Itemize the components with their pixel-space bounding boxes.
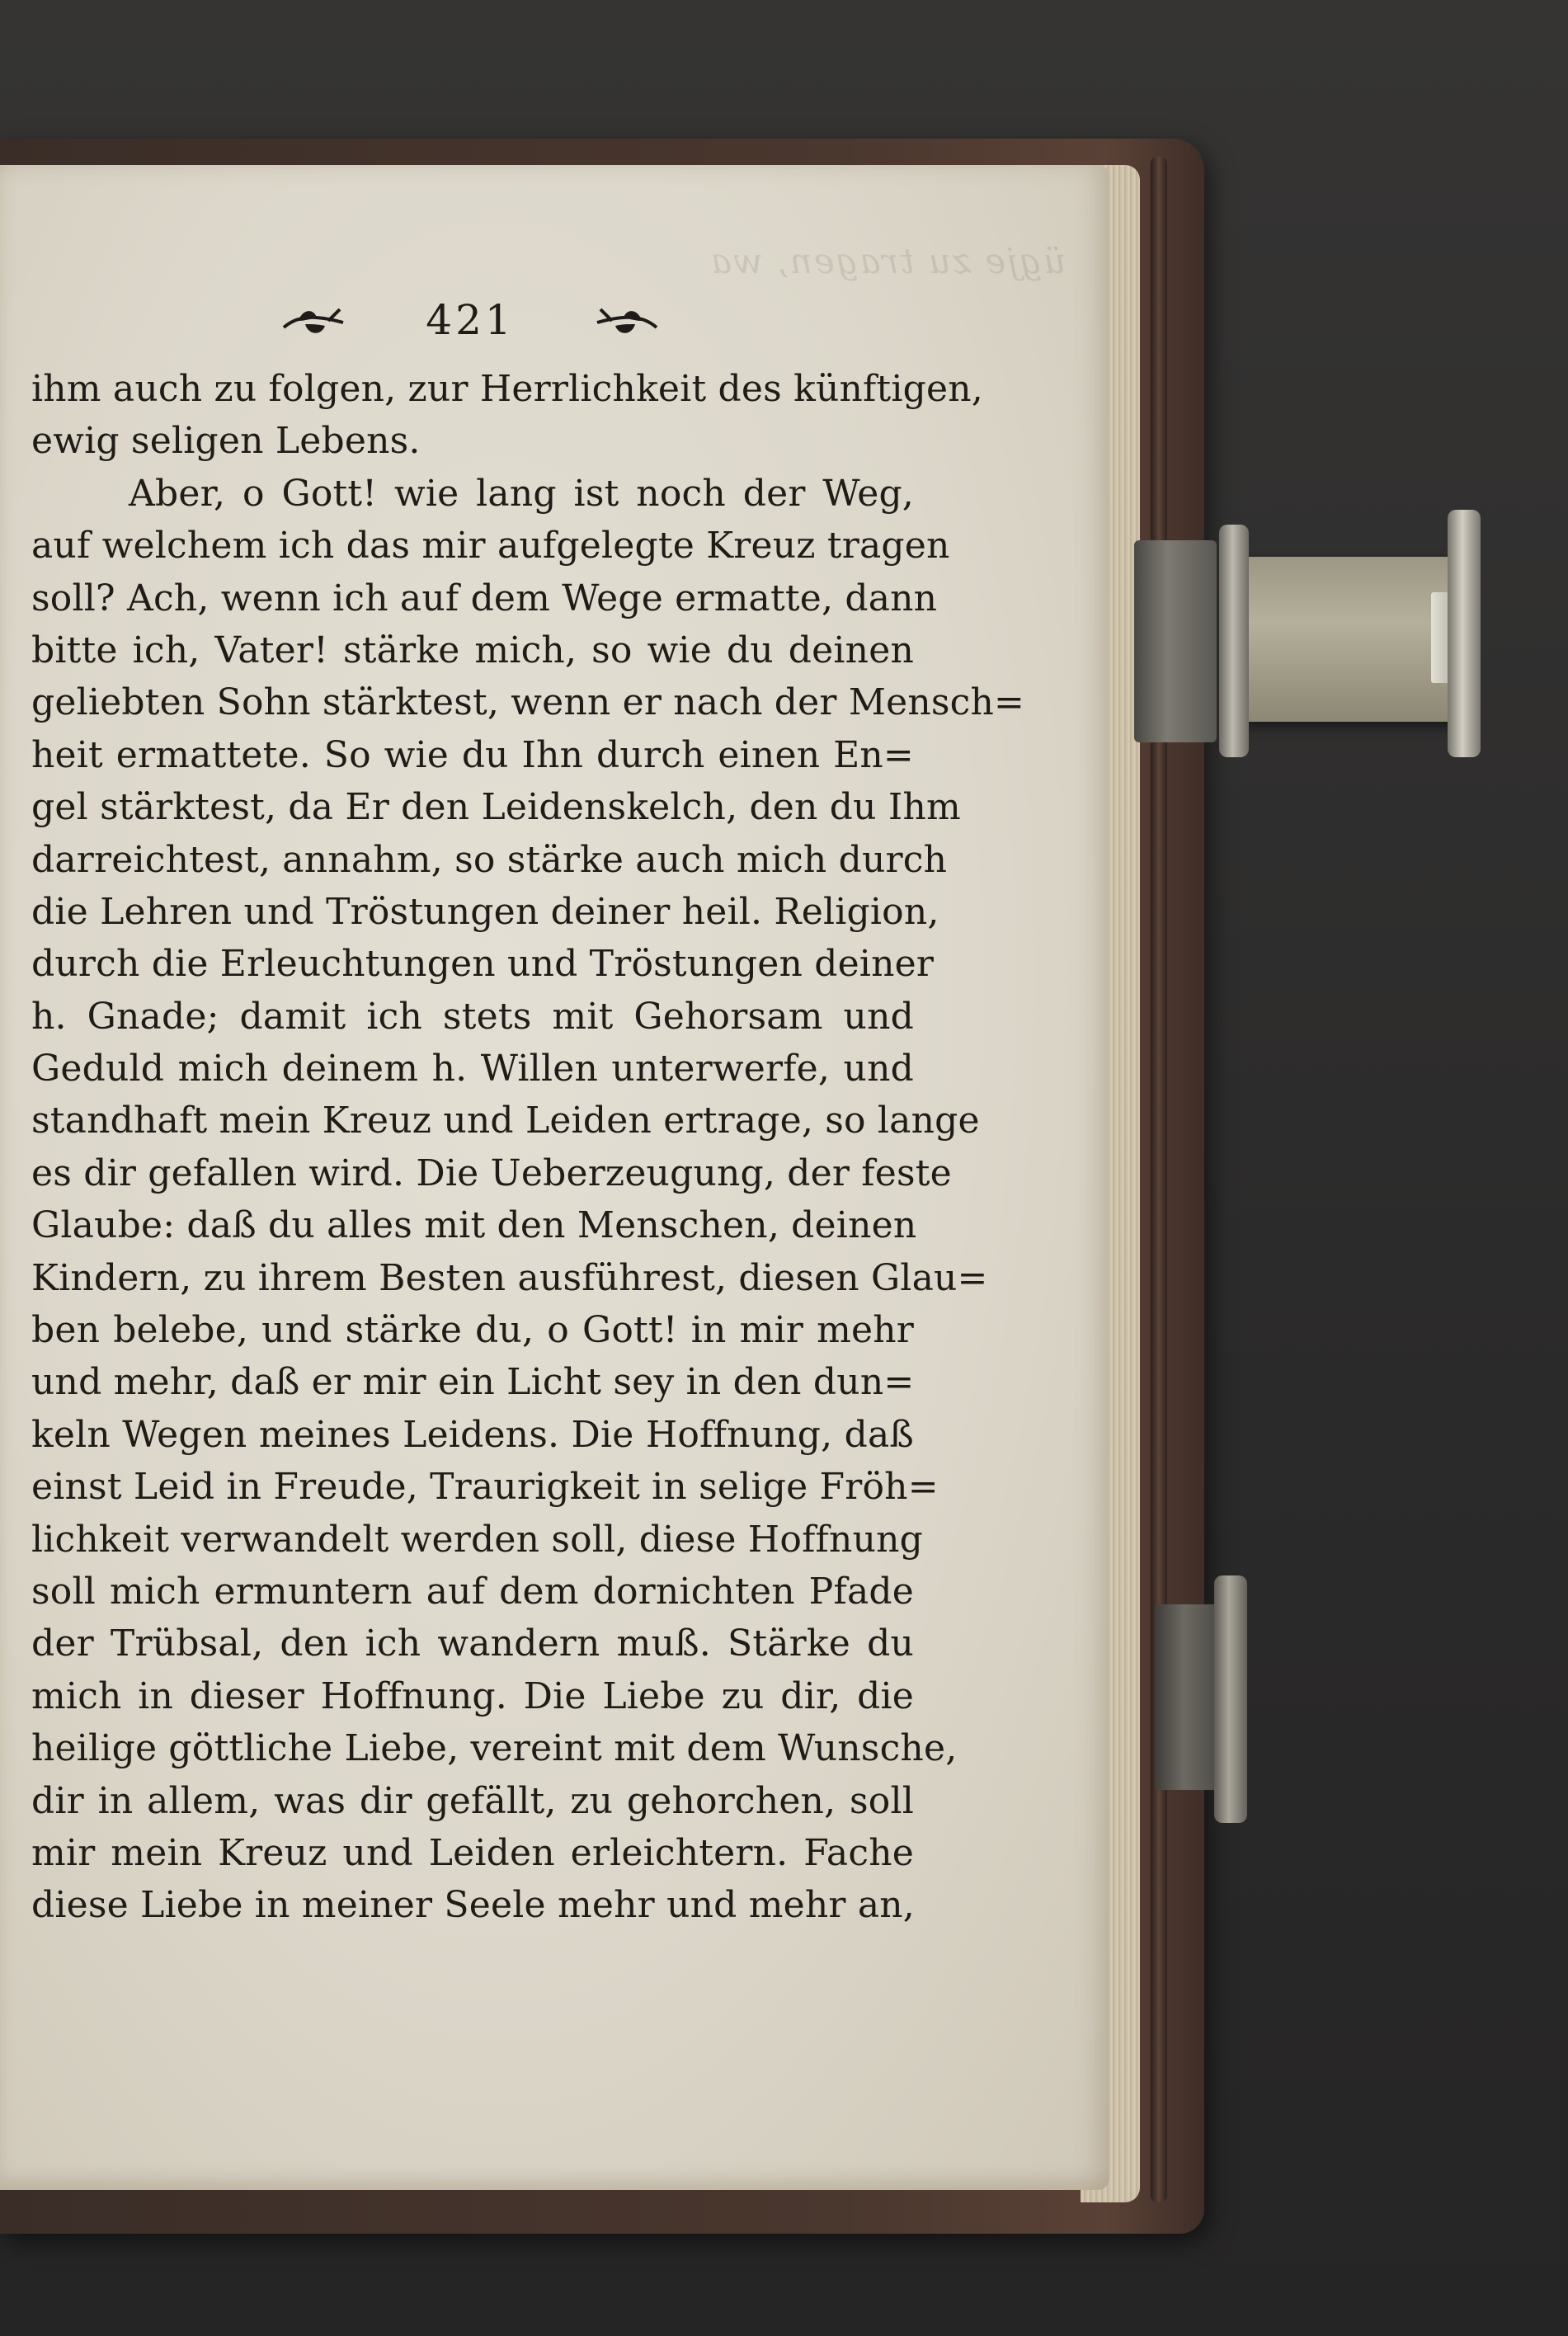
text-line: durch die Erleuchtungen und Tröstungen deiner [31, 943, 935, 986]
text-line: Geduld mich deinem h. Willen unterwerfe, und [31, 1048, 914, 1090]
leaf-ornament-left-icon [280, 299, 346, 341]
text-line: Kindern, zu ihrem Besten ausführest, diesen Glau= [31, 1256, 988, 1299]
text-line: Glaube: daß du alles mit den Menschen, deinen [31, 1204, 917, 1247]
text-line: dir in allem, was dir gefällt, zu gehorchen, soll [31, 1779, 914, 1822]
cover-edge [1151, 157, 1167, 2202]
text-line: es dir gefallen wird. Die Ueberzeugung, der feste [31, 1152, 952, 1194]
text-line: heilige göttliche Liebe, vereint mit dem Wunsche, [31, 1727, 958, 1770]
text-line: soll? Ach, wenn ich auf dem Wege ermatte, dann [31, 577, 938, 619]
text-line: h. Gnade; damit ich stets mit Gehorsam und [31, 995, 914, 1038]
text-line: und mehr, daß er mir ein Licht sey in den dun= [31, 1361, 915, 1404]
text-line: soll mich ermuntern auf dem dornichten Pfade [31, 1570, 914, 1613]
clasp-mount-bottom [1155, 1604, 1219, 1790]
clasp-top [1244, 557, 1458, 722]
text-line: gel stärktest, da Er den Leidenskelch, den du Ihm [31, 786, 961, 829]
text-line: Aber, o Gott! wie lang ist noch der Weg, [129, 472, 914, 515]
text-line: bitte ich, Vater! stärke mich, so wie du deinen [31, 629, 914, 671]
text-line: auf welchem ich das mir aufgelegte Kreuz tragen [31, 525, 950, 568]
text-line: ihm auch zu folgen, zur Herrlichkeit des künftigen, [31, 368, 983, 410]
text-line: der Trübsal, den ich wandern muß. Stärke du [31, 1622, 914, 1665]
clasp-mount-top [1134, 540, 1217, 742]
text-line: einst Leid in Freude, Traurigkeit in selige Fröh= [31, 1466, 939, 1509]
text-line: mir mein Kreuz und Leiden erleichtern. Fache [31, 1831, 914, 1874]
page-header [280, 287, 660, 353]
clasp-hinge-top [1219, 525, 1249, 757]
text-line: standhaft mein Kreuz und Leiden ertrage, so lange [31, 1100, 980, 1142]
text-line: heit ermattete. So wie du Ihn durch einen En= [31, 733, 914, 776]
text-line: lichkeit verwandelt werden soll, diese Hoffnung [31, 1518, 924, 1561]
body-text [31, 363, 1025, 1932]
text-line: geliebten Sohn stärktest, wenn er nach der Mensch= [31, 681, 1025, 724]
text-line: ben belebe, und stärke du, o Gott! in mir mehr [31, 1309, 914, 1352]
text-line: diese Liebe in meiner Seele mehr und mehr an, [31, 1884, 915, 1927]
clasp-end-top [1448, 510, 1481, 757]
text-line: die Lehren und Tröstungen deiner heil. Religion, [31, 890, 939, 933]
text-line: darreichtest, annahm, so stärke auch mich durch [31, 838, 948, 881]
text-line: mich in dieser Hoffnung. Die Liebe zu dir, die [31, 1674, 914, 1717]
show-through-text: ügje zu tragen, wa [709, 241, 1067, 281]
text-line: keln Wegen meines Leidens. Die Hoffnung, daß [31, 1413, 914, 1456]
text-line: ewig seligen Lebens. [31, 420, 421, 463]
clasp-hinge-bottom [1214, 1575, 1247, 1823]
page-number: 421 [426, 296, 515, 344]
leaf-ornament-right-icon [594, 299, 660, 341]
